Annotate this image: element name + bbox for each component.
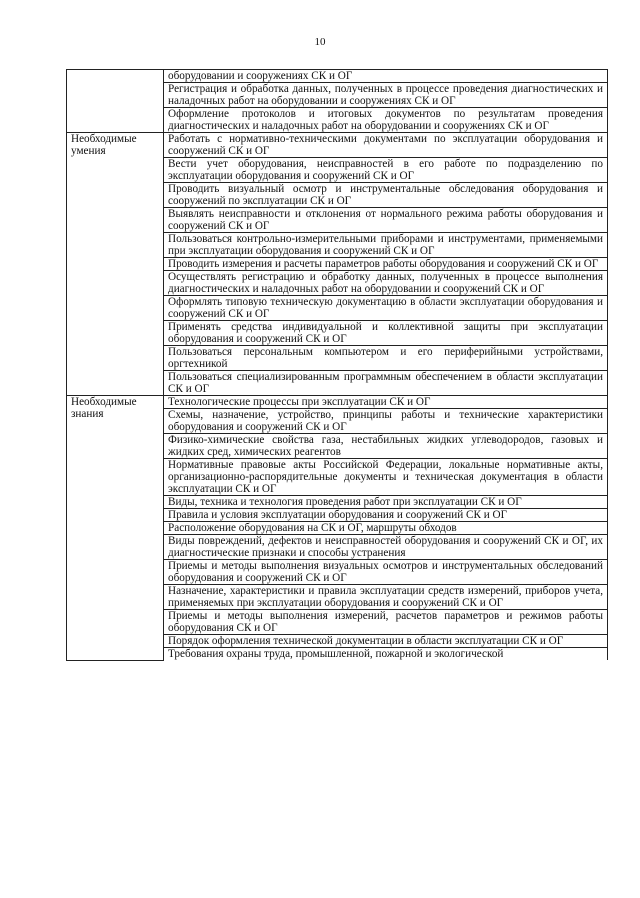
skills-item: Выявлять неисправности и отклонения от нормального режима работы оборудования и сооружений СК и ОГ — [164, 208, 608, 233]
skills-label: Необходимые умения — [67, 133, 164, 396]
skills-row — [67, 133, 608, 158]
skills-item: Пользоваться персональным компьютером и его периферийными устройствами, оргтехникой — [164, 346, 608, 371]
knowledge-item: Расположение оборудования на СК и ОГ, маршруты обходов — [164, 522, 608, 535]
requirements-table-body — [67, 70, 608, 661]
skills-item: Проводить визуальный осмотр и инструментальные обследования оборудования и сооружений по эксплуатации СК и ОГ — [164, 183, 608, 208]
continued-row — [67, 70, 608, 83]
knowledge-item: Нормативные правовые акты Российской Федерации, локальные нормативные акты, организационно-распорядительные документы и техническая документация в области эксплуатации СК и ОГ — [164, 459, 608, 496]
knowledge-row — [67, 396, 608, 409]
knowledge-label: Необходимые знания — [67, 396, 164, 661]
knowledge-item: Приемы и методы выполнения измерений, расчетов параметров и режимов работы оборудования СК и ОГ — [164, 610, 608, 635]
knowledge-item: Правила и условия эксплуатации оборудования и сооружений СК и ОГ — [164, 509, 608, 522]
skills-item: Пользоваться контрольно-измерительными приборами и инструментами, применяемыми при эксплуатации оборудования и сооружений СК и ОГ — [164, 233, 608, 258]
continued-item: Регистрация и обработка данных, полученных в процессе проведения диагностических и наладочных работ на оборудовании и сооружениях СК и ОГ — [164, 83, 608, 108]
knowledge-item: Виды, техника и технология проведения работ при эксплуатации СК и ОГ — [164, 496, 608, 509]
skills-item: Работать с нормативно-техническими документами по эксплуатации оборудования и сооружений СК и ОГ — [164, 133, 608, 158]
knowledge-item: Требования охраны труда, промышленной, пожарной и экологической — [164, 648, 608, 661]
requirements-table — [66, 69, 608, 661]
knowledge-item: Физико-химические свойства газа, нестабильных жидких углеводородов, газовых и жидких сред, химических реагентов — [164, 434, 608, 459]
knowledge-item: Технологические процессы при эксплуатации СК и ОГ — [164, 396, 608, 409]
knowledge-item: Схемы, назначение, устройство, принципы работы и технические характеристики оборудования и сооружений СК и ОГ — [164, 409, 608, 434]
skills-item: Применять средства индивидуальной и коллективной защиты при эксплуатации оборудования и сооружений СК и ОГ — [164, 321, 608, 346]
knowledge-item: Виды повреждений, дефектов и неисправностей оборудования и сооружений СК и ОГ, их диагностические признаки и способы устранения — [164, 535, 608, 560]
skills-item: Проводить измерения и расчеты параметров работы оборудования и сооружений СК и ОГ — [164, 258, 608, 271]
knowledge-item: Порядок оформления технической документации в области эксплуатации СК и ОГ — [164, 635, 608, 648]
knowledge-item: Приемы и методы выполнения визуальных осмотров и инструментальных обследований оборудования и сооружений СК и ОГ — [164, 560, 608, 585]
page-number: 10 — [314, 36, 326, 48]
skills-item: Пользоваться специализированным программным обеспечением в области эксплуатации СК и ОГ — [164, 371, 608, 396]
skills-item: Вести учет оборудования, неисправностей в его работе по подразделению по эксплуатации оборудования и сооружений СК и ОГ — [164, 158, 608, 183]
skills-item: Осуществлять регистрацию и обработку данных, полученных в процессе выполнения диагностических и наладочных работ на оборудовании и сооружений СК и ОГ — [164, 271, 608, 296]
skills-item: Оформлять типовую техническую документацию в области эксплуатации оборудования и сооружений СК и ОГ — [164, 296, 608, 321]
continued-item: оборудовании и сооружениях СК и ОГ — [164, 70, 608, 83]
knowledge-item: Назначение, характеристики и правила эксплуатации средств измерений, приборов учета, применяемых при эксплуатации оборудования и сооружений СК и ОГ — [164, 585, 608, 610]
continued-label — [67, 70, 164, 133]
continued-item: Оформление протоколов и итоговых документов по результатам проведения диагностических и наладочных работ на оборудовании и сооружениях СК и ОГ — [164, 108, 608, 133]
